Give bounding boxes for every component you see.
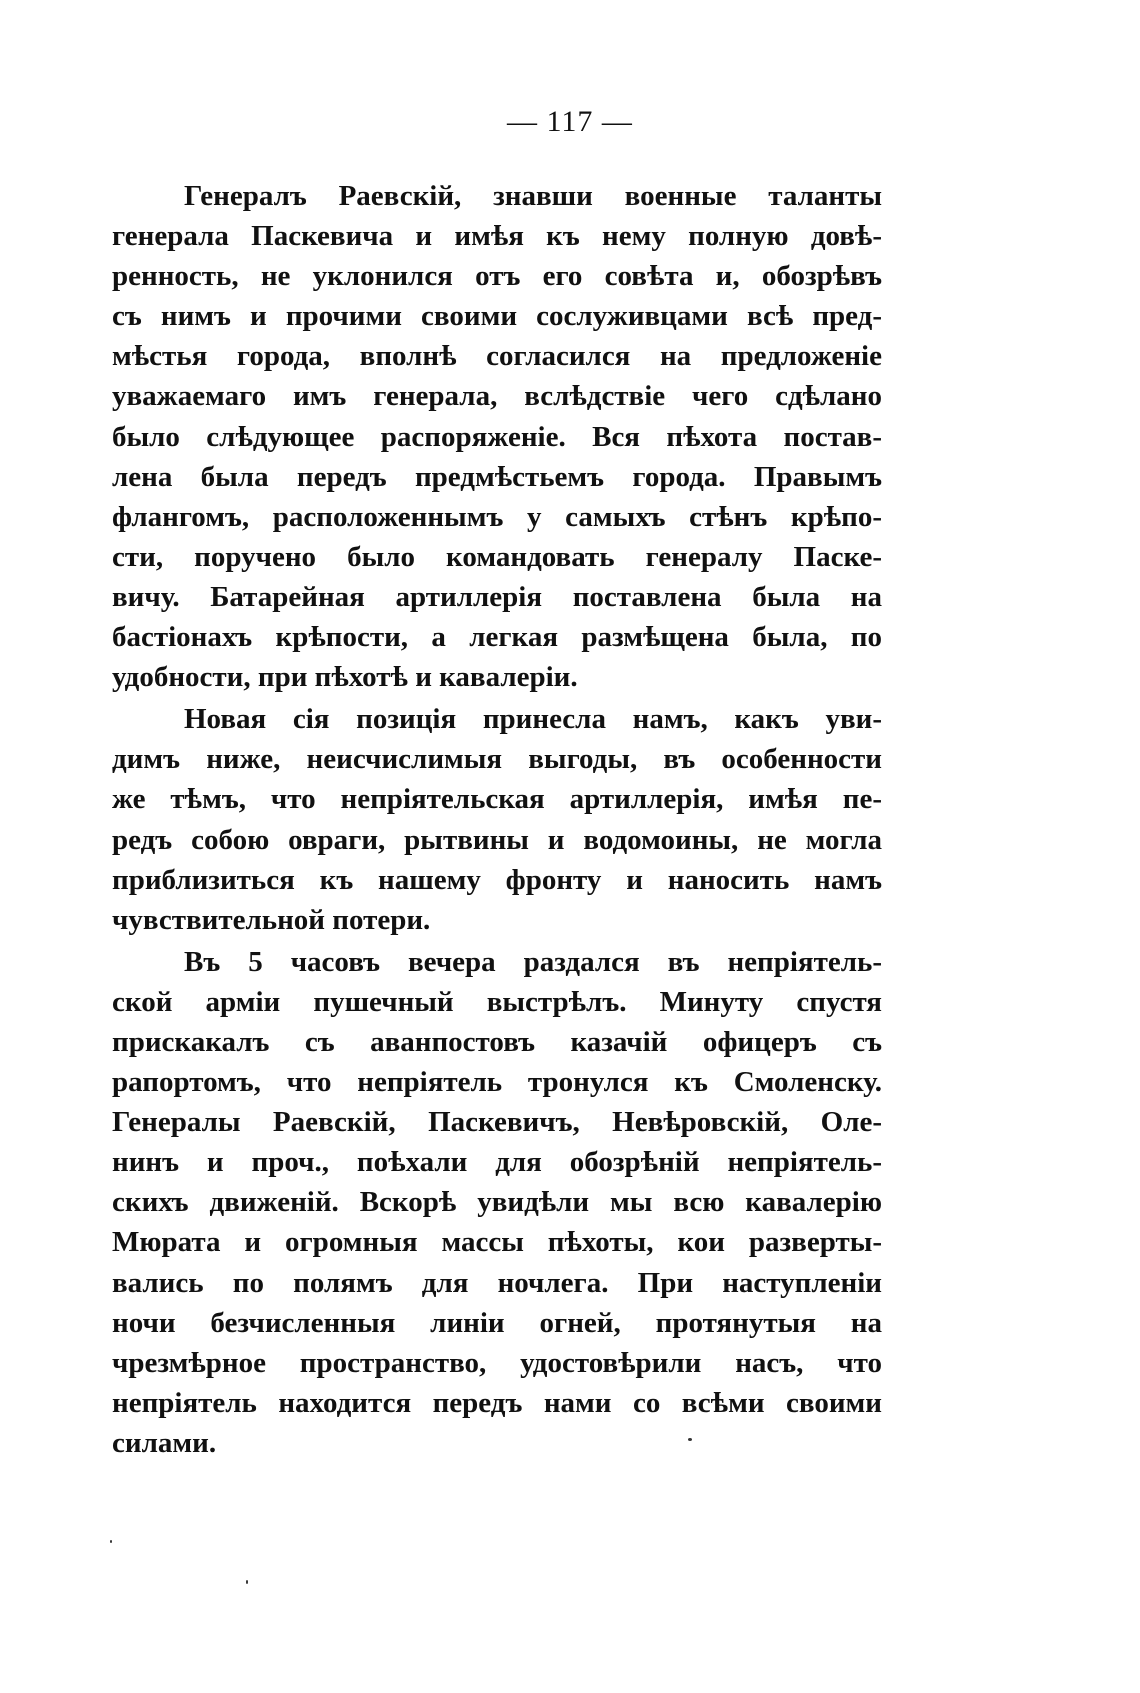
ink-speck: [110, 1540, 112, 1543]
text-line: непріятель находится передъ нами со всѣми своими: [112, 1386, 882, 1419]
text-line: силами.: [112, 1426, 217, 1459]
text-line: генерала Паскевича и имѣя къ нему полную довѣ-: [112, 220, 882, 253]
text-line: Мюрата и огромныя массы пѣхоты, кои разверты-: [112, 1226, 882, 1259]
text-line: рапортомъ, что непріятель тронулся къ Смоленску.: [112, 1066, 882, 1099]
text-line: сти, поручено было командовать генералу Паске-: [112, 540, 882, 573]
text-line: съ нимъ и прочими своими сослуживцами всѣ пред-: [112, 300, 882, 333]
text-line: бастіонахъ крѣпости, а легкая размѣщена была, по: [112, 621, 882, 654]
text-line: уважаемаго имъ генерала, вслѣдствіе чего сдѣлано: [112, 380, 882, 413]
text-line: мѣстья города, вполнѣ согласился на предложеніе: [112, 340, 882, 373]
text-line: Въ 5 часовъ вечера раздался въ непріятель-: [184, 945, 882, 978]
text-line: редъ собою овраги, рытвины и водомоины, не могла: [112, 823, 882, 856]
ink-speck: [246, 1580, 248, 1584]
text-line: вались по полямъ для ночлега. При наступленіи: [112, 1266, 882, 1299]
text-line: же тѣмъ, что непріятельская артиллерія, имѣя пе-: [112, 783, 882, 816]
paragraph-3: [112, 942, 882, 1463]
page-number: — 117 —: [507, 105, 633, 138]
body-text: [112, 176, 882, 1463]
text-line: удобности, при пѣхотѣ и кавалеріи.: [112, 661, 578, 694]
text-line: Новая сія позиція принесла намъ, какъ уви-: [184, 703, 882, 736]
text-line: вичу. Батарейная артиллерія поставлена была на: [112, 580, 882, 613]
paragraph-2: [112, 699, 882, 940]
text-line: Генералы Раевскій, Паскевичъ, Невѣровскій, Оле-: [112, 1106, 882, 1139]
text-line: димъ ниже, неисчислимыя выгоды, въ особенности: [112, 743, 882, 776]
text-line: Генералъ Раевскій, знавши военные таланты: [184, 180, 882, 212]
text-line: ночи безчисленныя линіи огней, протянутыя на: [112, 1306, 882, 1339]
text-line: лена была передъ предмѣстьемъ города. Правымъ: [112, 460, 882, 493]
text-line: флангомъ, расположеннымъ у самыхъ стѣнъ крѣпо-: [112, 500, 882, 533]
text-line: чрезмѣрное пространство, удостовѣрили насъ, что: [112, 1346, 882, 1379]
text-line: ренность, не уклонился отъ его совѣта и, обозрѣвъ: [112, 260, 882, 293]
text-line: чувствительной потери.: [112, 903, 431, 936]
paragraph-1: [112, 176, 882, 697]
text-line: было слѣдующее распоряженіе. Вся пѣхота постав-: [112, 420, 882, 453]
text-line: ской арміи пушечный выстрѣлъ. Минуту спустя: [112, 985, 882, 1018]
ink-speck: [688, 1438, 692, 1441]
text-line: нинъ и проч., поѣхали для обозрѣній непріятель-: [112, 1146, 882, 1179]
text-line: прискакалъ съ аванпостовъ казачій офицеръ съ: [112, 1025, 882, 1058]
text-line: скихъ движеній. Вскорѣ увидѣли мы всю кавалерію: [112, 1186, 882, 1219]
text-line: приблизиться къ нашему фронту и наносить намъ: [112, 863, 882, 896]
